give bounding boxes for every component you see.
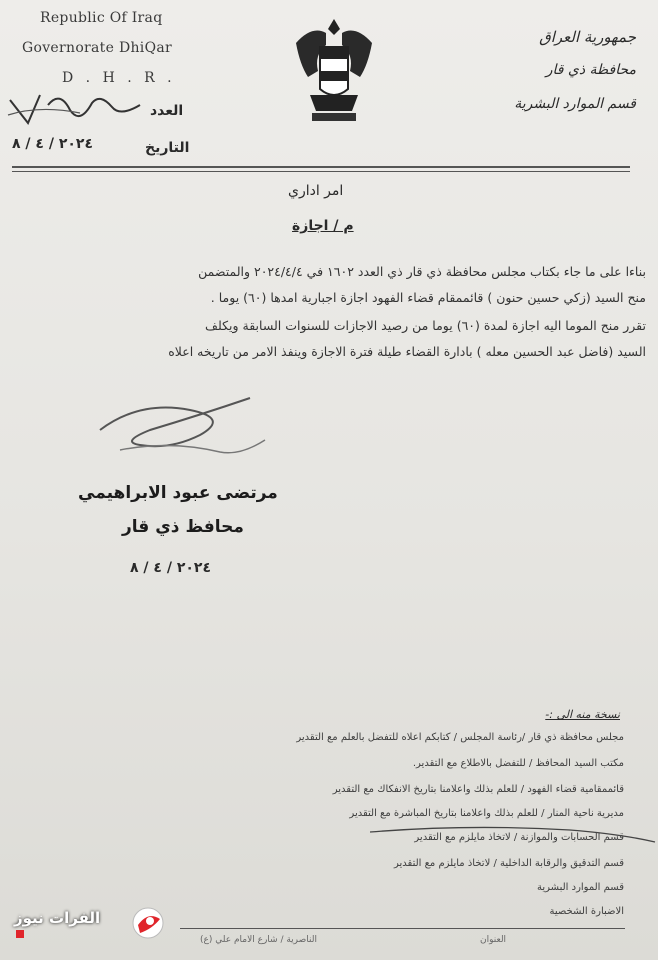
coat-of-arms-emblem xyxy=(290,15,378,127)
header-divider-thin xyxy=(12,171,630,172)
distribution-item: قسم التدقيق والرقابة الداخلية / لاتخاذ مايلزم مع التقدير xyxy=(393,858,624,869)
distribution-item: الاضبارة الشخصية xyxy=(549,906,624,917)
order-type: امر اداري xyxy=(288,183,344,199)
alforat-news-watermark xyxy=(14,903,172,943)
body-line-1: بناءا على ما جاء بكتاب مجلس محافظة ذي قار ذي العدد ١٦٠٢ في ٢٠٢٤/٤/٤ والمتضمن xyxy=(198,264,646,279)
distribution-item: مجلس محافظة ذي قار /رئاسة المجلس / كتابكم اعلاه للتفضل بالعلم مع التقدير xyxy=(296,732,624,743)
handwritten-number xyxy=(0,85,150,130)
header-english-country: Republic Of Iraq xyxy=(40,10,163,26)
footer-address: الناصرية / شارع الامام علي (ع) xyxy=(200,935,317,945)
header-arabic-country: جمهورية العراق xyxy=(539,28,636,46)
date-label: التاريخ xyxy=(145,140,190,156)
header-english-department: D . H . R . xyxy=(62,70,176,86)
watermark-globe-icon xyxy=(130,905,166,941)
distribution-item: قسم الموارد البشرية xyxy=(537,882,624,893)
footer-address-label: العنوان xyxy=(480,935,507,945)
distribution-item: مكتب السيد المحافظ / للتفضل بالاطلاع مع التقدير. xyxy=(412,758,624,769)
footer-divider xyxy=(180,928,625,929)
distribution-heading: نسخة منه الى :- xyxy=(545,708,620,721)
header-arabic-governorate: محافظة ذي قار xyxy=(545,62,636,78)
distribution-item: قسم الحسابات والموازنة / لاتخاذ مايلزم مع التقدير xyxy=(414,832,624,843)
header-arabic-department: قسم الموارد البشرية xyxy=(514,96,636,112)
signature-date: ٢٠٢٤ / ٤ / ٨ xyxy=(130,560,212,576)
header-divider xyxy=(12,166,630,168)
distribution-item: قائممقامية قضاء الفهود / للعلم بذلك واعلامنا بتاريخ الانفكاك مع التقدير xyxy=(332,784,624,795)
signature-scribble xyxy=(80,390,280,470)
pen-stroke xyxy=(370,820,658,850)
body-line-3: تقرر منح الموما اليه اجازة لمدة (٦٠) يوما من رصيد الاجازات للسنوات السابقة ويكلف xyxy=(205,318,646,333)
order-subject: م / اجازة xyxy=(292,218,354,234)
date-value: ٢٠٢٤ / ٤ / ٨ xyxy=(12,136,94,152)
signatory-position: محافظ ذي قار xyxy=(122,517,244,537)
signatory-name: مرتضى عبود الابراهيمي xyxy=(78,483,278,503)
body-line-4: السيد (فاضل عبد الحسين معله ) بادارة القضاء طيلة فترة الاجازة وينفذ الامر من تاريخه اعلاه xyxy=(168,344,646,359)
header-english-governorate: Governorate DhiQar xyxy=(22,40,172,56)
number-label: العدد xyxy=(150,103,184,119)
body-line-2: منح السيد (زكي حسين حنون ) قائممقام قضاء الفهود اجازة اجبارية امدها (٦٠) يوما . xyxy=(210,290,646,305)
watermark-text: الفرات نيوز xyxy=(14,909,101,927)
watermark-red-square xyxy=(16,930,24,938)
distribution-item: مديرية ناحية المنار / للعلم بذلك واعلامنا بتاريخ المباشرة مع التقدير xyxy=(349,808,624,819)
